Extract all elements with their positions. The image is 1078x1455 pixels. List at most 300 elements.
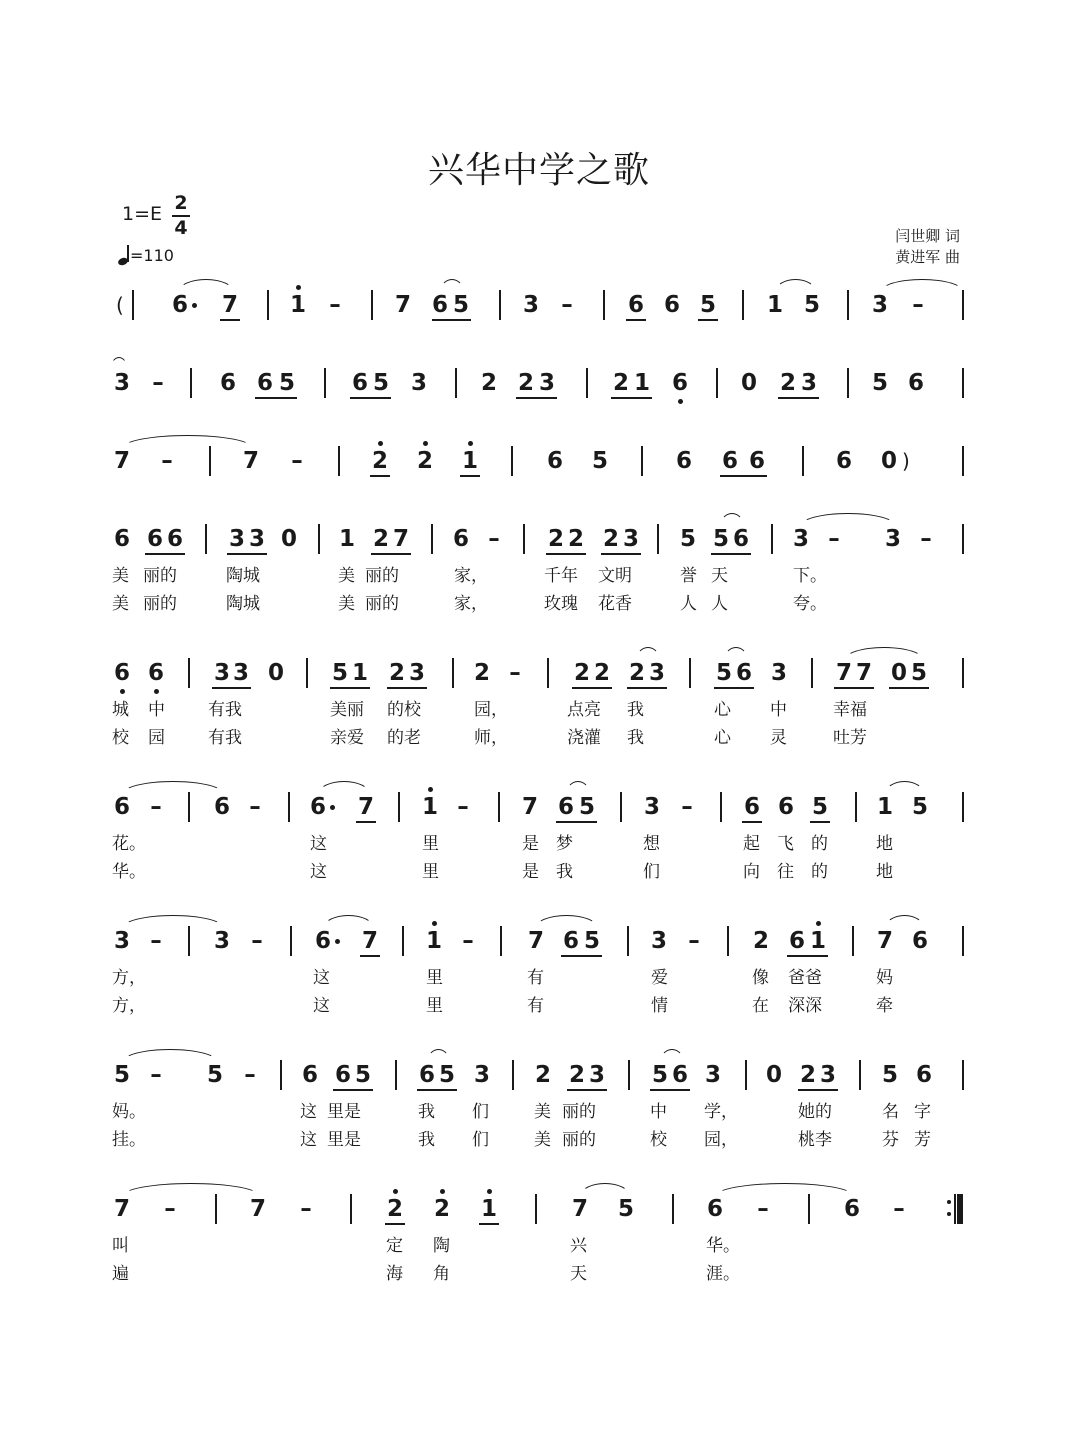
beam-underline <box>212 687 251 689</box>
note: 3 <box>473 1062 490 1088</box>
bar-line <box>523 524 525 554</box>
note: 3 <box>643 794 660 820</box>
lyric-syllable: 们 <box>472 1102 489 1122</box>
hold-dash: – <box>300 1196 312 1222</box>
note: 3 <box>228 526 245 552</box>
note: 3 <box>622 526 639 552</box>
note: 0 <box>267 660 284 686</box>
note: 2 <box>517 370 534 396</box>
note: 5 <box>911 794 928 820</box>
lyric-syllable: 的 <box>811 862 828 882</box>
note: 1 <box>809 928 826 954</box>
tie-arc <box>715 1183 854 1196</box>
octave-high-dot <box>378 441 383 446</box>
beam-underline <box>611 397 652 399</box>
note: 0 <box>740 370 757 396</box>
time-bottom: 4 <box>174 217 188 239</box>
note: 2 <box>547 526 564 552</box>
lyric-syllable: 这 <box>300 1130 317 1150</box>
tie-arc <box>122 1183 260 1196</box>
beam-underline <box>333 1089 373 1091</box>
time-top: 2 <box>174 192 188 214</box>
note: 5 <box>578 794 595 820</box>
beam-underline <box>350 397 391 399</box>
tie-arc <box>122 915 224 928</box>
beam-underline <box>432 319 471 321</box>
lyric-syllable: 校 <box>650 1130 667 1150</box>
note: 6 <box>452 526 469 552</box>
lyric-syllable: 花香 <box>598 594 632 614</box>
lyric-syllable: 有 <box>527 968 544 988</box>
bar-line <box>209 446 211 476</box>
note: 3 <box>410 370 427 396</box>
bar-line <box>855 792 857 822</box>
note: 7 <box>242 448 259 474</box>
bar-line <box>962 1060 964 1090</box>
hold-dash: – <box>150 1062 162 1088</box>
bar-line <box>962 368 964 398</box>
lyric-syllable: 的老 <box>387 728 421 748</box>
note: 7 <box>855 660 872 686</box>
note: 6 <box>907 370 924 396</box>
octave-high-dot <box>393 1189 398 1194</box>
lyric-syllable: 这 <box>310 834 327 854</box>
note: 6 <box>557 794 574 820</box>
bar-line <box>859 1060 861 1090</box>
lyric-syllable: 飞 <box>777 834 794 854</box>
tie-arc <box>800 513 896 526</box>
lyric-syllable: 美 <box>112 594 129 614</box>
note: 6 <box>431 292 448 318</box>
lyric-syllable: 我 <box>627 728 644 748</box>
octave-high-dot <box>440 1189 445 1194</box>
note: 0 <box>765 1062 782 1088</box>
lyric-syllable: 美 <box>338 566 355 586</box>
bar-line <box>628 1060 630 1090</box>
lyricist: 闫世卿 词 <box>895 227 960 245</box>
lyric-syllable: 情 <box>651 996 668 1016</box>
lyric-syllable: 里 <box>422 862 439 882</box>
beam-underline <box>255 397 297 399</box>
note: 5 <box>372 370 389 396</box>
lyric-syllable: 城 <box>112 700 129 720</box>
note: 2 <box>372 526 389 552</box>
note: 5 <box>617 1196 634 1222</box>
lyric-syllable: 遍 <box>112 1264 129 1284</box>
lyric-syllable: 家， <box>454 594 488 614</box>
lyric-syllable: 丽的 <box>365 566 399 586</box>
lyric-syllable: 天 <box>711 566 728 586</box>
note: 3 <box>408 660 425 686</box>
note: 5 <box>452 292 469 318</box>
lyric-syllable: 美 <box>112 566 129 586</box>
note: 3 <box>538 370 555 396</box>
lyric-syllable: 里是 <box>327 1102 361 1122</box>
lyric-syllable: 千年 <box>544 566 578 586</box>
bar-line <box>511 446 513 476</box>
lyric-syllable: 的校 <box>387 700 421 720</box>
lyric-syllable: 幸福 <box>833 700 867 720</box>
bar-line <box>500 926 502 956</box>
lyric-syllable: 园， <box>704 1130 738 1150</box>
note: 6 <box>777 794 794 820</box>
note: 1 <box>766 292 783 318</box>
hold-dash: – <box>893 1196 905 1222</box>
note: 5 <box>651 1062 668 1088</box>
tie-arc <box>427 1049 450 1062</box>
lyric-syllable: 我 <box>556 862 573 882</box>
lyric-syllable: 玫瑰 <box>544 594 578 614</box>
note: 6 <box>113 794 130 820</box>
lyric-syllable: 像 <box>752 968 769 988</box>
beam-underline <box>370 475 390 477</box>
bar-line <box>535 1194 537 1224</box>
note: 5 <box>278 370 295 396</box>
close-parenthesis: ) <box>902 449 910 473</box>
tie-arc <box>636 647 660 660</box>
beam-underline <box>567 1089 607 1091</box>
note: 1 <box>338 526 355 552</box>
key-label: 1=E <box>122 203 163 225</box>
note: 6 <box>166 526 183 552</box>
bar-line <box>499 290 501 320</box>
lyric-syllable: 师， <box>474 728 508 748</box>
note: 3 <box>248 526 265 552</box>
repeat-thin-line <box>954 1194 956 1224</box>
beam-underline <box>601 553 641 555</box>
note: 5 <box>712 526 729 552</box>
note: 6 <box>843 1196 860 1222</box>
lyric-syllable: 梦 <box>556 834 573 854</box>
octave-high-dot <box>468 441 473 446</box>
bar-line <box>811 658 813 688</box>
hold-dash: – <box>150 928 162 954</box>
lyric-syllable: 这 <box>310 862 327 882</box>
bar-line <box>288 792 290 822</box>
note: 6 <box>334 1062 351 1088</box>
hold-dash: – <box>152 370 164 396</box>
beam-underline <box>371 553 411 555</box>
lyric-syllable: 海 <box>386 1264 403 1284</box>
note: 5 <box>910 660 927 686</box>
note: 2 <box>573 660 590 686</box>
note: 6 <box>788 928 805 954</box>
lyric-syllable: 方， <box>112 996 146 1016</box>
bar-line <box>620 792 622 822</box>
tie-arc <box>440 279 464 292</box>
song-title: 兴华中学之歌 <box>427 150 650 191</box>
note: 7 <box>361 928 378 954</box>
lyric-syllable: 桃李 <box>798 1130 832 1150</box>
beam-underline <box>627 687 667 689</box>
lyric-syllable: 牵 <box>876 996 893 1016</box>
lyric-syllable: 园 <box>148 728 165 748</box>
note: 7 <box>113 1196 130 1222</box>
lyric-syllable: 学， <box>704 1102 738 1122</box>
bar-line <box>745 1060 747 1090</box>
bar-line <box>962 524 964 554</box>
repeat-dot <box>947 1200 951 1204</box>
lyric-syllable: 叫 <box>112 1236 129 1256</box>
note: 6 <box>835 448 852 474</box>
lyric-syllable: 在 <box>752 996 769 1016</box>
beam-underline <box>714 687 754 689</box>
beam-underline <box>720 475 767 477</box>
bar-line <box>716 368 718 398</box>
hold-dash: – <box>757 1196 769 1222</box>
note: 5 <box>881 1062 898 1088</box>
note: 6 <box>627 292 644 318</box>
note: 6 <box>256 370 273 396</box>
lyric-syllable: 方， <box>112 968 146 988</box>
tie-arc <box>318 781 370 794</box>
beam-underline <box>387 687 427 689</box>
lyric-syllable: 爸爸 <box>788 968 822 988</box>
beam-underline <box>810 821 830 823</box>
octave-low-dot <box>678 399 683 404</box>
bar-line <box>398 792 400 822</box>
note: 1 <box>876 794 893 820</box>
bar-line <box>802 446 804 476</box>
lyric-syllable: 爱 <box>651 968 668 988</box>
note: 5 <box>206 1062 223 1088</box>
note: 6 <box>418 1062 435 1088</box>
hold-dash: – <box>161 448 173 474</box>
bar-line <box>205 524 207 554</box>
note: 1 <box>289 292 306 318</box>
composer: 黄进军 曲 <box>895 248 960 266</box>
lyric-syllable: 美 <box>534 1130 551 1150</box>
note: 0 <box>880 448 897 474</box>
lyric-syllable: 地 <box>876 862 893 882</box>
note: 6 <box>562 928 579 954</box>
beam-underline <box>698 319 718 321</box>
tie-arc <box>885 915 924 928</box>
lyric-syllable: 里 <box>422 834 439 854</box>
lyric-syllable: 有我 <box>208 700 242 720</box>
note: 5 <box>591 448 608 474</box>
note: 0 <box>890 660 907 686</box>
bar-line <box>808 1194 810 1224</box>
note: 1 <box>480 1196 497 1222</box>
note: 2 <box>593 660 610 686</box>
lyric-syllable: 角 <box>433 1264 450 1284</box>
note: 2 <box>752 928 769 954</box>
beam-underline <box>546 553 586 555</box>
lyric-syllable: 里 <box>426 968 443 988</box>
lyric-syllable: 丽的 <box>143 594 177 614</box>
lyric-syllable: 花。 <box>112 834 146 854</box>
beam-underline <box>479 1223 499 1225</box>
beam-underline <box>626 319 646 321</box>
beam-underline <box>556 821 597 823</box>
bar-line <box>603 290 605 320</box>
bar-line <box>290 926 292 956</box>
hold-dash: – <box>681 794 693 820</box>
lyric-syllable: 有 <box>527 996 544 1016</box>
hold-dash: – <box>249 794 261 820</box>
note: 2 <box>602 526 619 552</box>
lyric-syllable: 吐芳 <box>833 728 867 748</box>
octave-high-dot <box>487 1189 492 1194</box>
tie-arc <box>566 781 590 794</box>
bar-line <box>188 926 190 956</box>
bar-line <box>431 524 433 554</box>
note: 3 <box>800 370 817 396</box>
tempo-value: =110 <box>130 246 174 265</box>
octave-high-dot <box>296 285 301 290</box>
note: 5 <box>354 1062 371 1088</box>
note: 3 <box>588 1062 605 1088</box>
hold-dash: – <box>488 526 500 552</box>
tie-arc <box>122 781 224 794</box>
lyric-syllable: 中 <box>148 700 165 720</box>
note: 7 <box>357 794 374 820</box>
beam-underline <box>460 475 480 477</box>
lyric-syllable: 夸。 <box>793 594 827 614</box>
bar-line <box>847 368 849 398</box>
lyric-syllable: 是 <box>522 834 539 854</box>
lyric-syllable: 我 <box>627 700 644 720</box>
bar-line <box>306 658 308 688</box>
lyric-syllable: 定 <box>386 1236 403 1256</box>
hold-dash: – <box>561 292 573 318</box>
lyric-syllable: 陶 <box>433 1236 450 1256</box>
lyric-syllable: 的 <box>811 834 828 854</box>
bar-line <box>962 926 964 956</box>
note: 3 <box>770 660 787 686</box>
tie-arc <box>660 1049 684 1062</box>
tie-arc <box>178 279 234 292</box>
lyric-syllable: 里 <box>426 996 443 1016</box>
tie-arc <box>110 357 128 370</box>
lyric-syllable: 这 <box>300 1102 317 1122</box>
note: 5 <box>871 370 888 396</box>
beam-underline <box>145 553 185 555</box>
lyric-syllable: 芬 <box>882 1130 899 1150</box>
lyric-syllable: 天 <box>570 1264 587 1284</box>
note: 6 <box>171 292 188 318</box>
note: 3 <box>871 292 888 318</box>
lyric-syllable: 起 <box>743 834 760 854</box>
note: 1 <box>425 928 442 954</box>
note: 7 <box>394 292 411 318</box>
bar-line <box>371 290 373 320</box>
note: 1 <box>421 794 438 820</box>
lyric-syllable: 亲爱 <box>330 728 364 748</box>
bar-line <box>852 926 854 956</box>
bar-line <box>962 658 964 688</box>
note: 2 <box>568 1062 585 1088</box>
hold-dash: – <box>150 794 162 820</box>
lyric-syllable: 她的 <box>798 1102 832 1122</box>
octave-low-dot <box>120 689 125 694</box>
open-parenthesis: ( <box>116 293 124 317</box>
note: 2 <box>416 448 433 474</box>
note: 2 <box>779 370 796 396</box>
note: 6 <box>743 794 760 820</box>
bar-line <box>402 926 404 956</box>
note: 6 <box>546 448 563 474</box>
beam-underline <box>356 821 376 823</box>
note: 7 <box>221 292 238 318</box>
note: 2 <box>799 1062 816 1088</box>
octave-high-dot <box>816 921 821 926</box>
lyric-syllable: 深深 <box>788 996 822 1016</box>
beam-underline <box>834 687 874 689</box>
lyric-syllable: 中 <box>650 1102 667 1122</box>
note: 6 <box>219 370 236 396</box>
note: 3 <box>648 660 665 686</box>
octave-high-dot <box>432 921 437 926</box>
lyric-syllable: 点亮 <box>567 700 601 720</box>
bar-line <box>132 290 134 320</box>
bar-line <box>338 446 340 476</box>
lyric-syllable: 美 <box>534 1102 551 1122</box>
beam-underline <box>650 1089 690 1091</box>
repeat-thick-line <box>959 1194 963 1224</box>
note: 6 <box>314 928 331 954</box>
note: 5 <box>438 1062 455 1088</box>
beam-underline <box>711 553 751 555</box>
beam-underline <box>572 687 612 689</box>
bar-line <box>586 368 588 398</box>
hold-dash: – <box>828 526 840 552</box>
note: 6 <box>706 1196 723 1222</box>
note: 3 <box>213 928 230 954</box>
hold-dash: – <box>291 448 303 474</box>
tie-arc <box>880 279 964 292</box>
note: 5 <box>679 526 696 552</box>
bar-line <box>689 658 691 688</box>
note: 6 <box>113 526 130 552</box>
lyric-syllable: 里是 <box>327 1130 361 1150</box>
lyric-syllable: 下。 <box>793 566 827 586</box>
bar-line <box>498 792 500 822</box>
lyric-syllable: 往 <box>777 862 794 882</box>
augmentation-dot <box>330 805 335 810</box>
bar-line <box>324 368 326 398</box>
bar-line <box>847 290 849 320</box>
lyric-syllable: 人 <box>711 594 728 614</box>
bar-line <box>547 658 549 688</box>
lyric-syllable: 人 <box>680 594 697 614</box>
bar-line <box>350 1194 352 1224</box>
hold-dash: – <box>688 928 700 954</box>
bar-line <box>215 1194 217 1224</box>
lyric-syllable: 我 <box>418 1130 435 1150</box>
bar-line <box>512 1060 514 1090</box>
note: 3 <box>884 526 901 552</box>
note: 2 <box>386 1196 403 1222</box>
note: 6 <box>911 928 928 954</box>
augmentation-dot <box>192 303 197 308</box>
tie-arc <box>535 915 598 928</box>
lyric-syllable: 挂。 <box>112 1130 146 1150</box>
bar-line <box>742 290 744 320</box>
note: 7 <box>113 448 130 474</box>
lyric-syllable: 妈。 <box>112 1102 146 1122</box>
hold-dash: – <box>457 794 469 820</box>
tie-arc <box>122 1049 218 1062</box>
lyric-syllable: 丽的 <box>365 594 399 614</box>
octave-high-dot <box>428 787 433 792</box>
beam-underline <box>787 955 828 957</box>
note: 5 <box>811 794 828 820</box>
note: 6 <box>213 794 230 820</box>
note: 3 <box>232 660 249 686</box>
hold-dash: – <box>462 928 474 954</box>
